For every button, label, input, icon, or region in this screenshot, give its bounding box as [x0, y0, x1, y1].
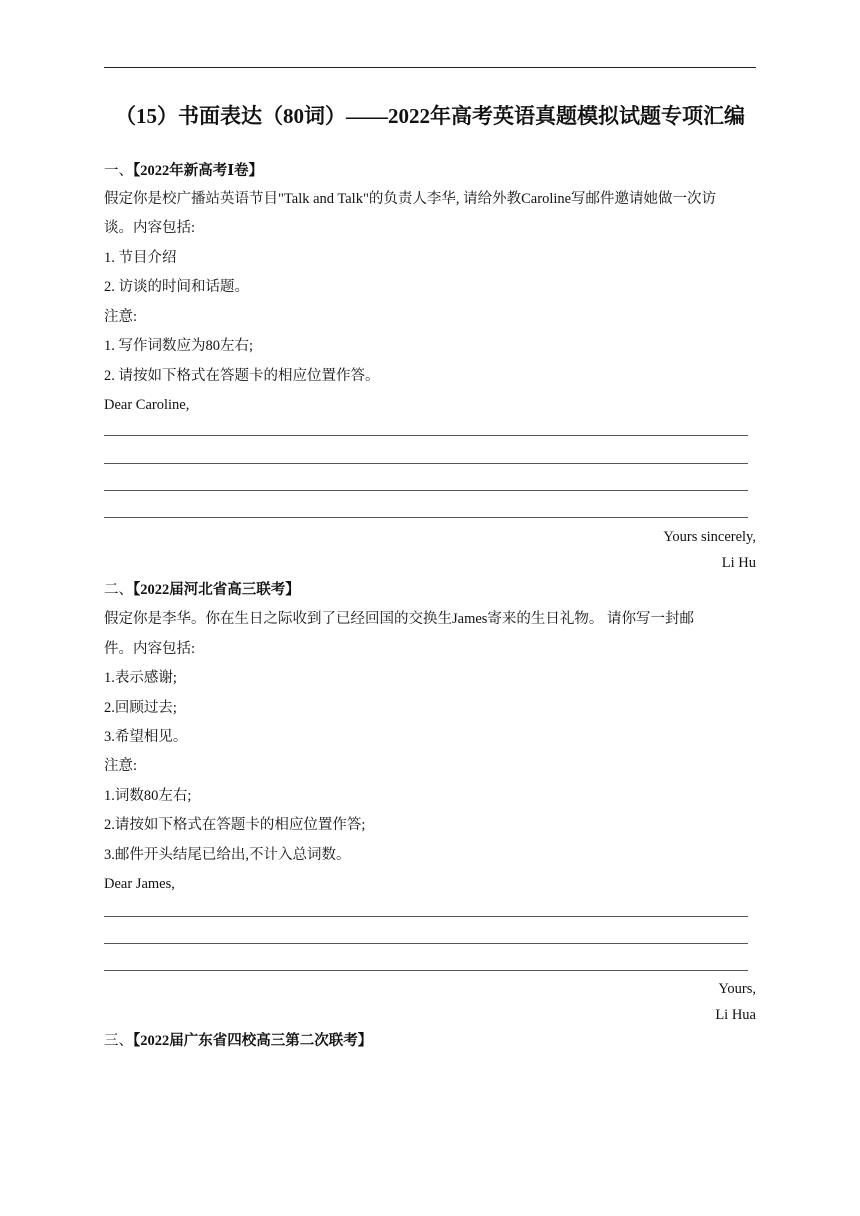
section-1-closing: Yours sincerely, — [663, 529, 756, 545]
section-1-prefix: 一、 — [104, 163, 133, 179]
section-2-prompt-line-1: 假定你是李华。你在生日之际收到了已经回国的交换生James寄来的生日礼物。 请你写一封邮 — [104, 611, 695, 627]
section-1-point-1: 1. 节目介绍 — [104, 250, 177, 266]
document-title: （15）书面表达（80词）——2022年高考英语真题模拟试题专项汇编 — [115, 104, 745, 128]
section-1-note-label: 注意: — [104, 309, 138, 325]
section-3-prefix: 三、 — [104, 1033, 133, 1049]
section-1-prompt-line-2: 谈。内容包括: — [104, 220, 196, 236]
section-2-prefix: 二、 — [104, 582, 133, 598]
section-2-signature: Li Hua — [715, 1007, 756, 1023]
answer-line — [104, 490, 748, 491]
section-2-point-1: 1.表示感谢; — [104, 670, 177, 686]
section-1-signature: Li Hu — [721, 555, 756, 571]
answer-line — [104, 970, 748, 971]
section-2-heading — [104, 580, 300, 600]
section-2-note-label: 注意: — [104, 758, 138, 774]
answer-line — [104, 517, 748, 518]
header-rule — [104, 67, 756, 68]
section-2-note-3: 3.邮件开头结尾已给出,不计入总词数。 — [104, 847, 351, 863]
answer-line — [104, 435, 748, 436]
section-2-prompt-line-2: 件。内容包括: — [104, 641, 196, 657]
section-1-greeting: Dear Caroline, — [104, 397, 190, 413]
section-2-greeting: Dear James, — [104, 876, 175, 892]
section-1-prompt-line-1: 假定你是校广播站英语节目"Talk and Talk"的负责人李华, 请给外教Caroline写邮件邀请她做一次访 — [104, 191, 717, 207]
section-1-note-1: 1. 写作词数应为80左右; — [104, 338, 254, 354]
answer-line — [104, 943, 748, 944]
answer-line — [104, 916, 748, 917]
section-3-heading — [104, 1031, 372, 1051]
section-2-note-2: 2.请按如下格式在答题卡的相应位置作答; — [104, 817, 366, 833]
section-2-point-2: 2.回顾过去; — [104, 700, 177, 716]
section-1-source: 【2022年新高考Ⅰ卷】 — [133, 163, 264, 179]
section-3-source: 【2022届广东省四校高三第二次联考】 — [133, 1033, 373, 1049]
section-2-note-1: 1.词数80左右; — [104, 788, 192, 804]
answer-line — [104, 463, 748, 464]
section-2-point-3: 3.希望相见。 — [104, 729, 188, 745]
section-2-source: 【2022届河北省高三联考】 — [133, 582, 300, 598]
section-1-note-2: 2. 请按如下格式在答题卡的相应位置作答。 — [104, 368, 380, 384]
section-2-closing: Yours, — [718, 981, 756, 997]
section-1-point-2: 2. 访谈的时间和话题。 — [104, 279, 249, 295]
section-1-heading — [104, 161, 263, 181]
